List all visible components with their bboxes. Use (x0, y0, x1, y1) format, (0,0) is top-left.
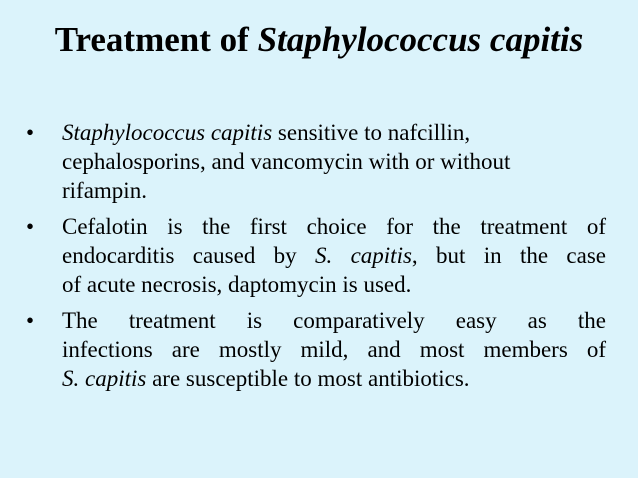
bullet-text-italic: Staphylococcus capitis (62, 120, 273, 145)
bullet-text: infections are mostly mild, and most members of (62, 337, 606, 362)
bullet-text-italic: S. capitis (62, 366, 147, 391)
bullet-line (62, 212, 606, 241)
slide-title-plain: Treatment of (54, 20, 258, 59)
bullet-line (62, 364, 606, 393)
bullet-line (62, 306, 606, 335)
bullet-item (26, 118, 606, 205)
bullet-text: are susceptible to most antibiotics. (146, 366, 470, 391)
bullet-text: Cefalotin is the first choice for the treatment of (62, 214, 606, 239)
slide-title (0, 18, 638, 62)
bullet-text: of acute necrosis, daptomycin is used. (62, 272, 412, 297)
bullet-dot-icon: • (26, 308, 35, 333)
bullet-list (26, 118, 606, 400)
bullet-text: sensitive to nafcillin, (272, 120, 471, 145)
slide-title-italic: Staphylococcus capitis (257, 20, 584, 59)
bullet-line (62, 147, 606, 176)
bullet-text: endocarditis caused by (62, 243, 315, 268)
bullet-text: rifampin. (62, 178, 147, 203)
bullet-dot-icon: • (26, 120, 35, 145)
bullet-line (62, 118, 606, 147)
bullet-text: The treatment is comparatively easy as the (62, 308, 606, 333)
bullet-dot-icon: • (26, 214, 35, 239)
bullet-item (26, 212, 606, 299)
bullet-text-italic: S. capitis (315, 243, 412, 268)
bullet-line (62, 270, 606, 299)
bullet-line (62, 176, 606, 205)
bullet-text: , but in the case (411, 243, 606, 268)
bullet-line (62, 335, 606, 364)
bullet-text: cephalosporins, and vancomycin with or without (62, 149, 511, 174)
bullet-line (62, 241, 606, 270)
bullet-item (26, 306, 606, 393)
